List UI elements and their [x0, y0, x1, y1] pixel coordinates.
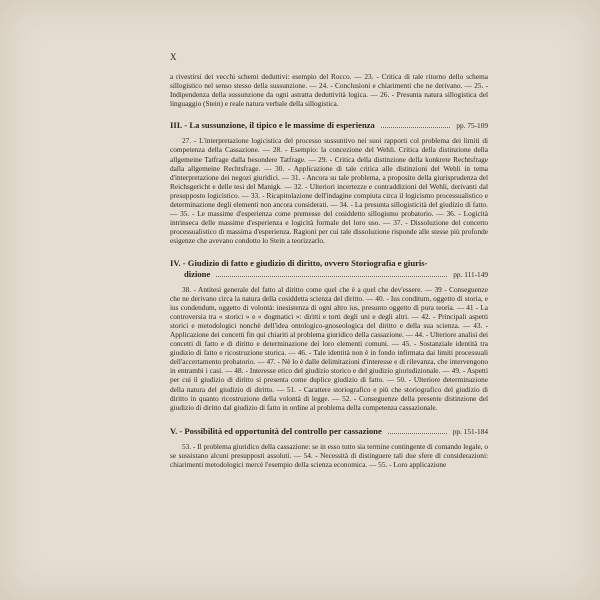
section-summary: 53. - Il problema giuridico della cassazione: se in esso tutto sia termine contingente di comando legale, o se sussistano alcuni presupposti assoluti. — 54. - Necessità di distinguere tali due sfere di considerazioni: chiarimenti metodologici mercè l'esempio della scienza economica. — 55. - Loro applicazione: [170, 441, 488, 469]
section-title-line-1: IV. - Giudizio di fatto e giudizio di diritto, ovvero Storiografia e giuris-: [170, 257, 428, 268]
section-v: [170, 426, 488, 469]
section-iii: [170, 120, 488, 245]
section-heading: [170, 426, 488, 437]
section-title-line-2: dizione: [184, 268, 211, 279]
section-summary: 38. - Antitesi generale del fatto al diritto come quel che è a quel che dev'essere. — 39 - Conseguenze che ne derivano circa la natura della cosiddetta scienza del diritto. — 40. - Ius conditum, oggetto di storia, e ius condendum, oggetto di volontà: inesistenza di ogni altro ius, presunto oggetto di pura teoria. — 41 - La controversia tra « storici » e « dogmatici »: diritti e torti degli uni e degli altri. — 42. - Principali aspetti storici e metodologici nonchè dell'idea ontologico-gnoseologica del diritto e della sua scienza. — 43. - Applicazione dei concetti fin qui chiariti al problema giuridico della cassazione. — 44. - Ulteriore analisi dei concetti di fatto e di diritto e determinazione dei loro elementi comuni. — 45. - Sostanziale identità tra giudizio di fatto e ricostruzione storica. — 46. - Tale identità non è in fondo infirmata dai limiti processuali dell'accertamento probatorio. — 47. - Nè lo è dalle delimitazioni d'interesse e di rilevanza, che intervengono in entrambi i casi. — 48. - Interesse etico del giudizio storico e del giudizio giurisdizionale. — 49. - Aspetti per cui il giudizio di diritto si presenta come duplice giudizio di fatto. — 50. - Ulteriore determinazione della natura del giudizio di diritto. — 51. - Carattere storiografico e più che storiografico del giudizio di diritto in quanto ricostruzione della volontà di legge. — 52. - Conseguenze della presente distinzione del giudizio di diritto dal giudizio di fatto in ordine al problema della competenza cassazionale.: [170, 284, 488, 412]
section-title: III. - La sussunzione, il tipico e le massime di esperienza: [170, 120, 375, 131]
section-summary: 27. - L'interpretazione logicistica del processo sussuntivo nei suoi rapporti col problema dei limiti di competenza della Cassazione. — 28. - Esempio: la concezione del Wehli. Critica della distinzione della allgemeine Tatfrage dalla besondere Tatfrage. — 29. - Critica della distinzione della konkrete Rechtsfrage dalla allgemeine Rechtsfrage. — 30. - Applicazione di tale critica alle distinzioni del Wehli in tema d'interpretazione dei negozi giuridici. — 31. - Ancora su tale problema, a proposito della giurisprudenza del Reichsgericht e delle tesi del Manigk. — 32. - Ulteriori incertezze e contraddizioni del Wehli, derivanti dal presupposto logicistico. — 33. - Ricapitolazione dell'indagine compiuta circa il logicismo processualistico e determinazione degli elementi non ancora considerati. — 34. - La presunta sillogisticità del giudizio di fatto. — 35. - Le massime d'esperienza come premesse del cosiddetto sillogismo probatorio. — 36. - Logicità intrinseca delle massime d'esperienza e logicità formale del loro uso. — 37. - Dissoluzione del concetto processualistico di massima d'esperienza. Ragioni per cui tale dissoluzione risponde alle stesse più profonde esigenze che avevano condotto lo Stein a teorizzarlo.: [170, 136, 488, 246]
leader-dots: [216, 276, 447, 277]
leader-dots: [388, 433, 447, 434]
section-heading: [170, 120, 488, 131]
table-of-contents: [170, 72, 488, 469]
page-range: pp. 75-109: [456, 121, 488, 131]
page-range: pp. 111-149: [453, 269, 488, 279]
carryover-paragraph: a rivestirsi dei vecchi schemi deduttivi: esempio del Rocco. — 23. - Critica di tale ritorno dello schema sillogistico nel senso stesso della sussunzione. — 24. - Conclusioni e chiarimenti che ne derivano. — 25. - Indipendenza della sussunzione da ogni astratta deduttività logica. — 26. - Presunta natura sillogistica del linguaggio (Stein) e reale natura verbale della sillogistica.: [170, 72, 488, 109]
leader-dots: [381, 127, 451, 128]
section-iv: [170, 258, 488, 412]
page-range: pp. 151-184: [452, 426, 488, 436]
page-number: X: [170, 52, 178, 62]
section-heading: [170, 258, 488, 280]
section-title: V. - Possibilità ed opportunità del controllo per cassazione: [170, 425, 382, 436]
